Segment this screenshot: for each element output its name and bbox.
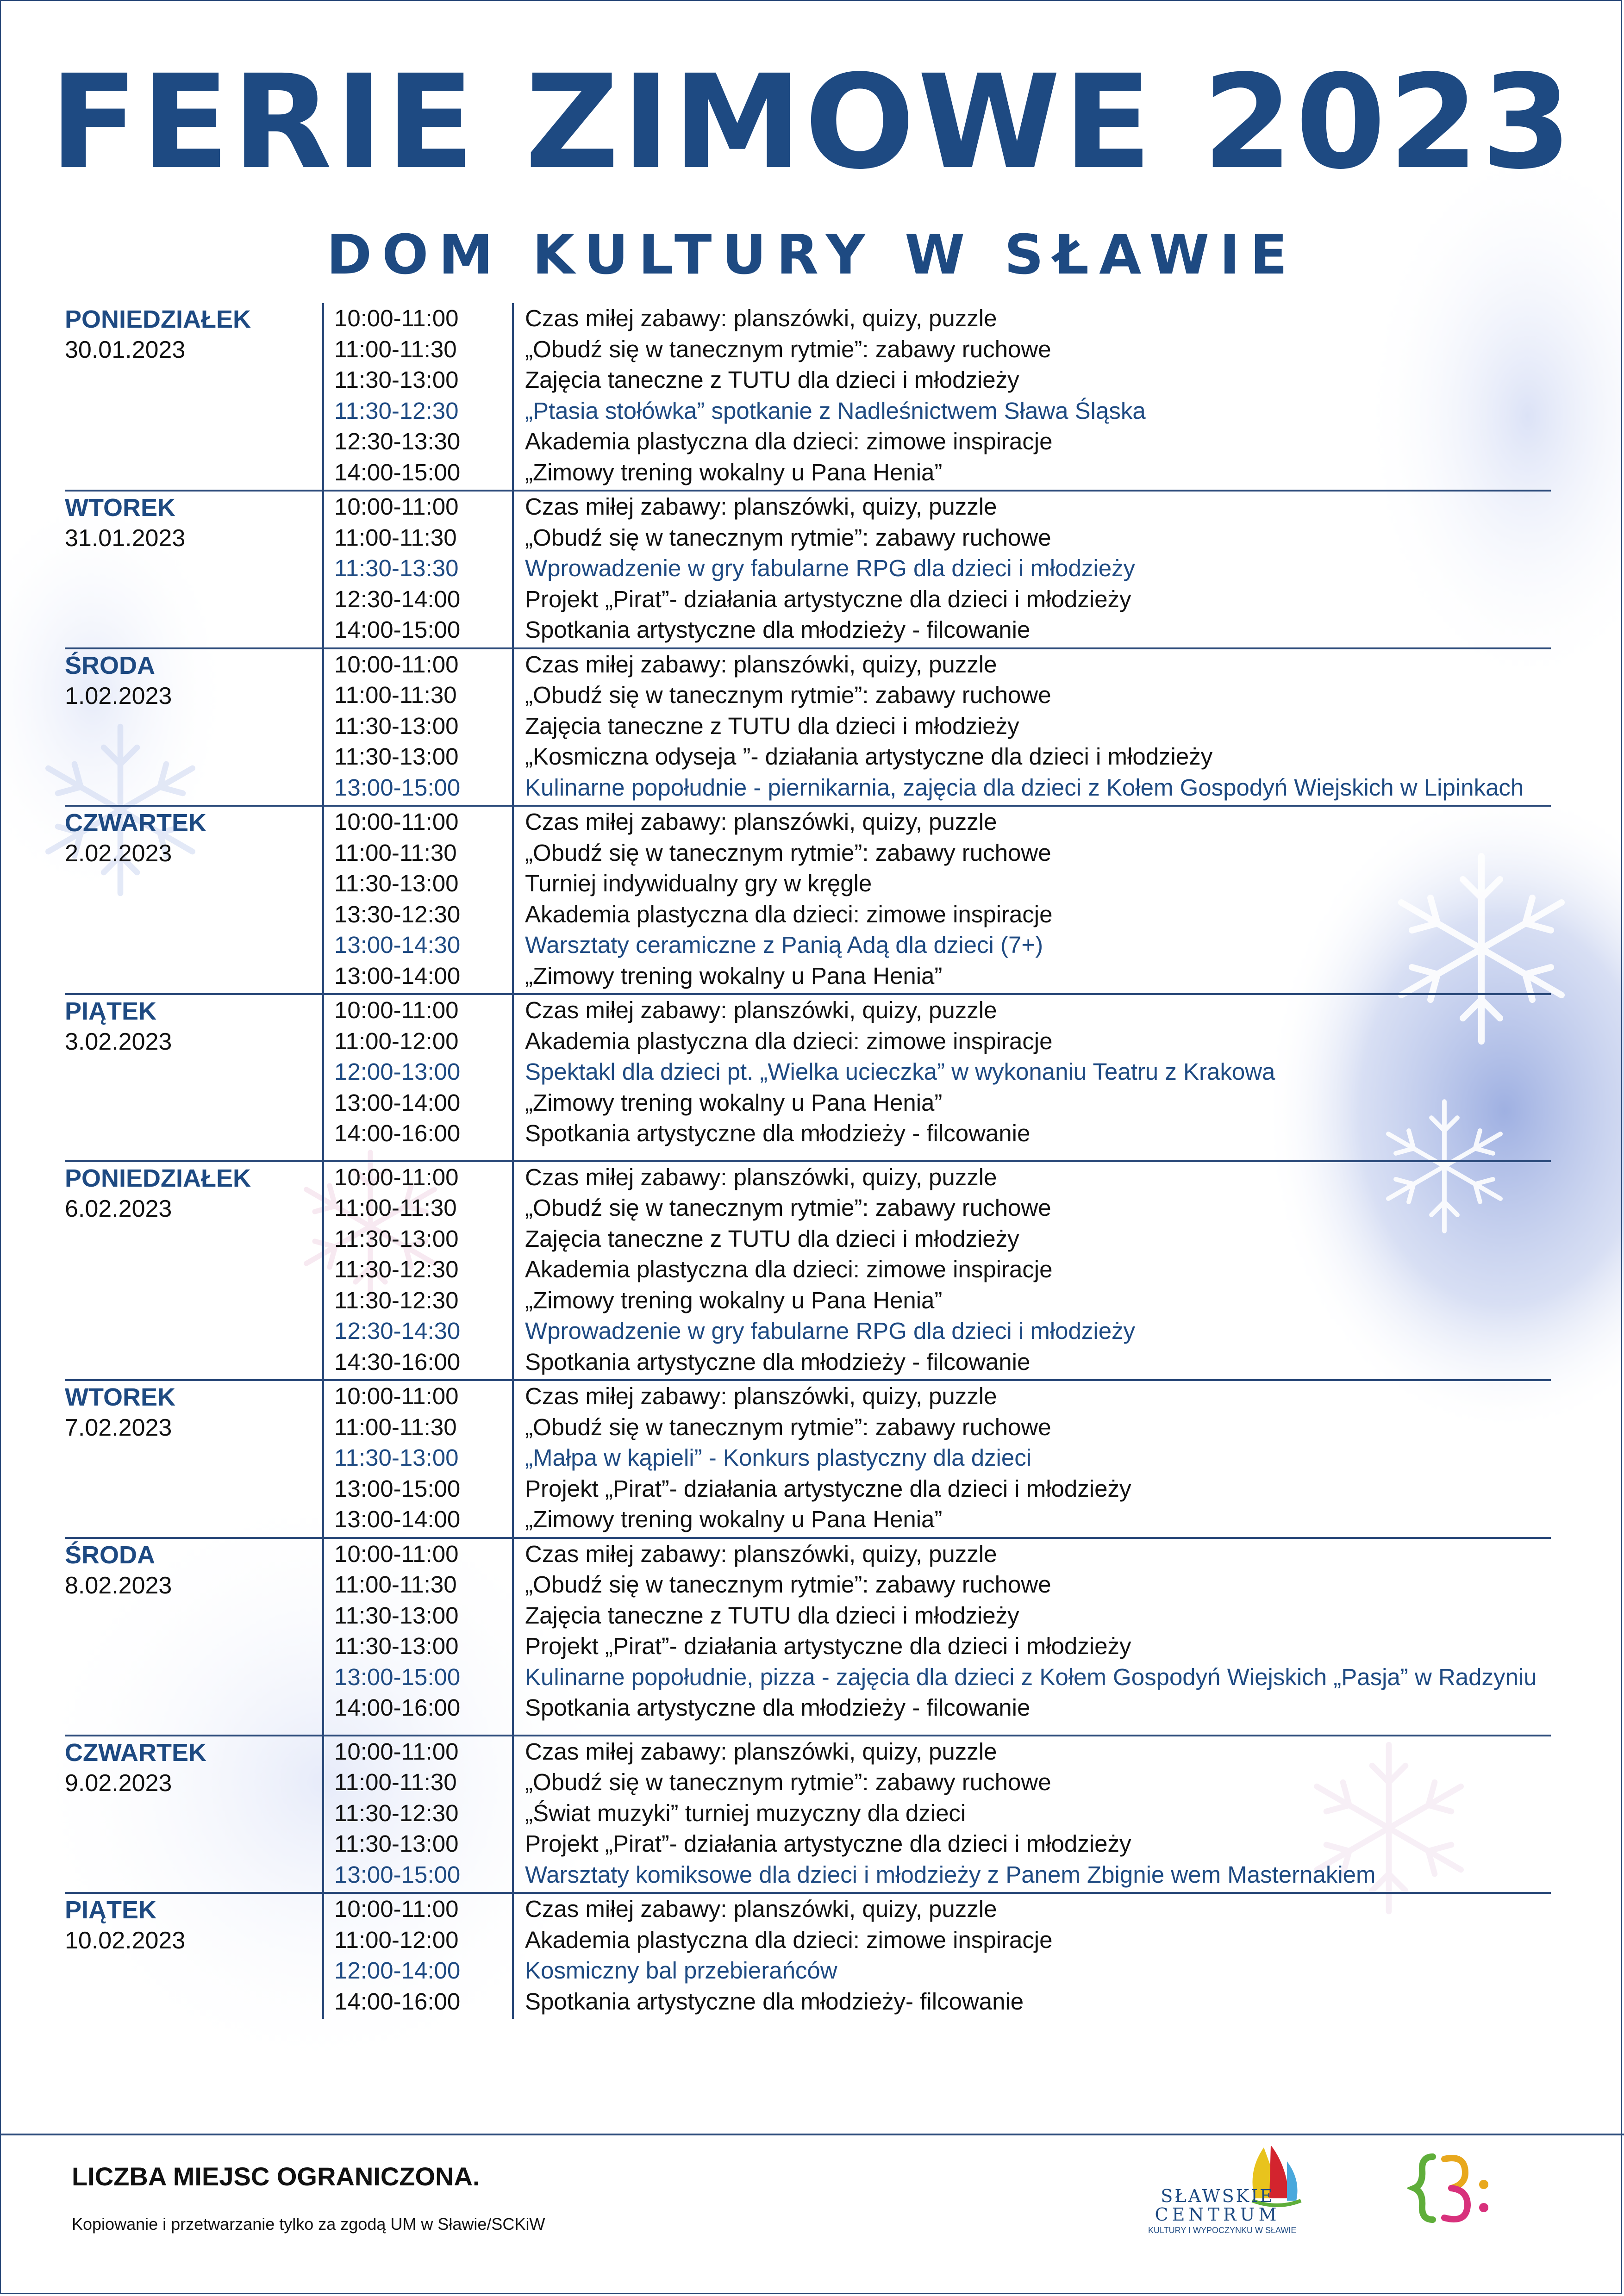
activity-description: Projekt „Pirat”- działania artystyczne dla dzieci i młodzieży xyxy=(525,585,1131,612)
activity-row xyxy=(334,615,1551,646)
activity-time: 14:00-15:00 xyxy=(334,459,461,485)
activity-description: Czas miłej zabawy: planszówki, quizy, puzzle xyxy=(525,1540,997,1567)
activity-description: Zajęcia taneczne z TUTU dla dzieci i młodzieży xyxy=(525,1225,1019,1252)
activity-list xyxy=(65,1381,1551,1535)
activity-row xyxy=(334,1736,1551,1767)
column-divider xyxy=(512,807,514,993)
day-name: CZWARTEK xyxy=(65,809,206,837)
activity-row xyxy=(334,523,1551,554)
day-block xyxy=(65,1539,1551,1736)
activity-time: 11:30-12:30 xyxy=(334,397,459,424)
activity-time: 10:00-11:00 xyxy=(334,305,459,331)
column-divider xyxy=(512,995,514,1160)
activity-list xyxy=(65,807,1551,991)
activity-description: „Obudź się w tanecznym rytmie”: zabawy ruchowe xyxy=(525,336,1051,362)
activity-time: 12:30-14:30 xyxy=(334,1318,461,1344)
day-block xyxy=(65,995,1551,1162)
activity-list xyxy=(65,1162,1551,1378)
activity-description: „Obudź się w tanecznym rytmie”: zabawy ruchowe xyxy=(525,1413,1051,1440)
activity-row xyxy=(334,868,1551,899)
column-divider xyxy=(322,1539,324,1735)
day-block xyxy=(65,303,1551,492)
activity-time: 10:00-11:00 xyxy=(334,1540,459,1567)
activity-time: 11:00-11:30 xyxy=(334,1413,457,1440)
column-divider xyxy=(512,1736,514,1892)
column-divider xyxy=(322,995,324,1160)
activity-time: 13:00-14:00 xyxy=(334,1506,461,1532)
activity-description: „Obudź się w tanecznym rytmie”: zabawy ruchowe xyxy=(525,682,1051,708)
column-divider xyxy=(512,1162,514,1380)
activity-description: Spotkania artystyczne dla młodzieży- filcowanie xyxy=(525,1988,1024,2015)
activity-time: 13:00-15:00 xyxy=(334,1475,461,1502)
activity-row xyxy=(334,584,1551,615)
activity-row xyxy=(334,1118,1551,1149)
activity-description: Spotkania artystyczne dla młodzieży - filcowanie xyxy=(525,1348,1031,1375)
activity-row xyxy=(334,930,1551,961)
activity-row xyxy=(334,807,1551,838)
activity-description: Spotkania artystyczne dla młodzieży - filcowanie xyxy=(525,1120,1031,1146)
activity-description: „Obudź się w tanecznym rytmie”: zabawy ruchowe xyxy=(525,1195,1051,1221)
activity-row xyxy=(334,396,1551,427)
activity-description: Zajęcia taneczne z TUTU dla dzieci i młodzieży xyxy=(525,367,1019,393)
logo-text-line3: KULTURY I WYPOCZYNKU W SŁAWIE xyxy=(1148,2226,1297,2235)
activity-description: Czas miłej zabawy: planszówki, quizy, puzzle xyxy=(525,1896,997,1922)
activity-row xyxy=(334,741,1551,772)
activity-description: Spotkania artystyczne dla młodzieży - filcowanie xyxy=(525,616,1031,643)
activity-time: 11:30-13:30 xyxy=(334,555,459,581)
day-date: 1.02.2023 xyxy=(65,682,172,709)
activity-time: 11:30-13:00 xyxy=(334,1633,459,1659)
page-title: FERIE ZIMOWE 2023 xyxy=(50,47,1574,198)
activity-list xyxy=(65,1894,1551,2017)
activity-row xyxy=(334,1986,1551,2017)
activity-description: Czas miłej zabawy: planszówki, quizy, puzzle xyxy=(525,305,997,331)
activity-description: Spektakl dla dzieci pt. „Wielka ucieczka” w wykonaniu Teatru z Krakowa xyxy=(525,1058,1275,1085)
activity-row xyxy=(334,680,1551,711)
activity-time: 11:30-12:30 xyxy=(334,1287,459,1313)
column-divider xyxy=(512,1381,514,1537)
day-date: 10.02.2023 xyxy=(65,1927,186,1954)
activity-time: 12:30-14:00 xyxy=(334,585,461,612)
day-name: PIĄTEK xyxy=(65,1896,157,1924)
activity-row xyxy=(334,838,1551,869)
activity-time: 11:00-11:30 xyxy=(334,1571,457,1598)
activity-description: „Ptasia stołówka” spotkanie z Nadleśnictwem Sława Śląska xyxy=(525,397,1146,424)
activity-time: 11:30-12:30 xyxy=(334,1256,459,1282)
activity-time: 11:30-13:00 xyxy=(334,367,459,393)
activity-row xyxy=(334,772,1551,803)
activity-time: 10:00-11:00 xyxy=(334,1383,459,1409)
slawskie-centrum-logo xyxy=(1148,2143,1343,2240)
activity-row xyxy=(334,1767,1551,1798)
activity-row xyxy=(334,1088,1551,1119)
activity-description: „Małpa w kąpieli” - Konkurs plastyczny dla dzieci xyxy=(525,1444,1032,1471)
column-divider xyxy=(322,1894,324,2019)
activity-row xyxy=(334,1569,1551,1600)
activity-row xyxy=(334,457,1551,488)
activity-time: 11:00-11:30 xyxy=(334,1195,457,1221)
activity-row xyxy=(334,1057,1551,1088)
activity-row xyxy=(334,649,1551,680)
activity-description: Turniej indywidualny gry w kręgle xyxy=(525,870,872,896)
activity-time: 14:00-15:00 xyxy=(334,616,461,643)
activity-time: 10:00-11:00 xyxy=(334,997,459,1023)
day-name: ŚRODA xyxy=(65,651,156,679)
activity-row xyxy=(334,899,1551,930)
activity-time: 11:00-11:30 xyxy=(334,682,457,708)
activity-description: Czas miłej zabawy: planszówki, quizy, puzzle xyxy=(525,651,997,678)
activity-list xyxy=(65,492,1551,646)
day-block xyxy=(65,807,1551,995)
activity-time: 10:00-11:00 xyxy=(334,1164,459,1190)
day-block xyxy=(65,492,1551,649)
day-date: 9.02.2023 xyxy=(65,1769,172,1797)
activity-time: 11:30-13:00 xyxy=(334,743,459,770)
activity-description: „Świat muzyki” turniej muzyczny dla dzieci xyxy=(525,1799,966,1826)
day-date: 6.02.2023 xyxy=(65,1195,172,1222)
activity-description: Akademia plastyczna dla dzieci: zimowe inspiracje xyxy=(525,428,1053,454)
activity-row xyxy=(334,1474,1551,1505)
activity-description: Akademia plastyczna dla dzieci: zimowe inspiracje xyxy=(525,1027,1053,1054)
day-date: 31.01.2023 xyxy=(65,525,186,552)
activity-time: 13:00-15:00 xyxy=(334,1861,461,1888)
column-divider xyxy=(322,807,324,993)
day-name: PONIEDZIAŁEK xyxy=(65,305,251,333)
activity-time: 13:30-12:30 xyxy=(334,901,461,927)
activity-row xyxy=(334,1692,1551,1724)
activity-row xyxy=(334,1860,1551,1891)
activity-description: Kulinarne popołudnie, pizza - zajęcia dla dzieci z Kołem Gospodyń Wiejskich „Pasja” w Radzyniu xyxy=(525,1663,1537,1690)
day-block xyxy=(65,649,1551,807)
activity-row xyxy=(334,426,1551,457)
column-divider xyxy=(322,492,324,647)
activity-description: „Zimowy trening wokalny u Pana Henia” xyxy=(525,459,943,485)
activity-row xyxy=(334,1285,1551,1316)
activity-row xyxy=(334,1925,1551,1956)
activity-row xyxy=(334,1894,1551,1925)
activity-row xyxy=(334,1955,1551,1986)
activity-time: 12:30-13:30 xyxy=(334,428,461,454)
column-divider xyxy=(322,1162,324,1380)
column-divider xyxy=(322,1736,324,1892)
activity-description: Kulinarne popołudnie - piernikarnia, zajęcia dla dzieci z Kołem Gospodyń Wiejskich w Lipinkach xyxy=(525,774,1524,801)
activity-time: 11:30-13:00 xyxy=(334,1444,459,1471)
activity-description: Warsztaty ceramiczne z Panią Adą dla dzieci (7+) xyxy=(525,932,1043,958)
activity-description: Wprowadzenie w gry fabularne RPG dla dzieci i młodzieży xyxy=(525,555,1136,581)
activity-time: 14:00-16:00 xyxy=(334,1694,461,1721)
activity-description: „Obudź się w tanecznym rytmie”: zabawy ruchowe xyxy=(525,1571,1051,1598)
activity-row xyxy=(334,1443,1551,1474)
logo-text-line1: SŁAWSKIE xyxy=(1161,2186,1274,2206)
activity-list xyxy=(65,1539,1551,1724)
day-date: 30.01.2023 xyxy=(65,336,186,363)
column-divider xyxy=(512,1539,514,1735)
activity-row xyxy=(334,492,1551,523)
activity-time: 10:00-11:00 xyxy=(334,493,459,520)
activity-time: 10:00-11:00 xyxy=(334,651,459,678)
activity-description: Akademia plastyczna dla dzieci: zimowe inspiracje xyxy=(525,1926,1053,1953)
activity-time: 11:00-11:30 xyxy=(334,1769,457,1795)
activity-description: „Zimowy trening wokalny u Pana Henia” xyxy=(525,1287,943,1313)
activity-row xyxy=(334,1829,1551,1860)
activity-time: 10:00-11:00 xyxy=(334,809,459,835)
day-date: 3.02.2023 xyxy=(65,1028,172,1055)
day-date: 8.02.2023 xyxy=(65,1572,172,1599)
activity-row xyxy=(334,711,1551,742)
activity-description: „Obudź się w tanecznym rytmie”: zabawy ruchowe xyxy=(525,839,1051,866)
activity-description: „Obudź się w tanecznym rytmie”: zabawy ruchowe xyxy=(525,524,1051,551)
activity-time: 13:00-14:30 xyxy=(334,932,461,958)
column-divider xyxy=(512,1894,514,2019)
activity-list xyxy=(65,303,1551,488)
activity-description: Czas miłej zabawy: planszówki, quizy, puzzle xyxy=(525,1164,997,1190)
activity-row xyxy=(334,334,1551,365)
day-name: WTOREK xyxy=(65,1383,175,1411)
activity-description: Projekt „Pirat”- działania artystyczne dla dzieci i młodzieży xyxy=(525,1633,1131,1659)
activity-row xyxy=(334,1662,1551,1693)
day-block xyxy=(65,1894,1551,2019)
activity-time: 11:00-12:00 xyxy=(334,1027,459,1054)
activity-description: „Kosmiczna odyseja ”- działania artystyczne dla dzieci i młodzieży xyxy=(525,743,1213,770)
activity-row xyxy=(334,1631,1551,1662)
activity-time: 13:00-15:00 xyxy=(334,774,461,801)
activity-description: Czas miłej zabawy: planszówki, quizy, puzzle xyxy=(525,493,997,520)
column-divider xyxy=(512,649,514,805)
day-name: WTOREK xyxy=(65,494,175,522)
activity-time: 11:00-11:30 xyxy=(334,839,457,866)
activity-time: 11:00-11:30 xyxy=(334,336,457,362)
schedule-table xyxy=(65,303,1551,2019)
activity-row xyxy=(334,995,1551,1026)
activity-time: 11:30-13:00 xyxy=(334,1225,459,1252)
activity-time: 12:00-13:00 xyxy=(334,1058,461,1085)
activity-time: 13:00-14:00 xyxy=(334,962,461,989)
activity-description: Kosmiczny bal przebierańców xyxy=(525,1957,837,1984)
column-divider xyxy=(322,649,324,805)
activity-time: 12:00-14:00 xyxy=(334,1957,461,1984)
activity-description: Akademia plastyczna dla dzieci: zimowe inspiracje xyxy=(525,901,1053,927)
activity-time: 14:30-16:00 xyxy=(334,1348,461,1375)
activity-description: Projekt „Pirat”- działania artystyczne dla dzieci i młodzieży xyxy=(525,1830,1131,1857)
activity-time: 13:00-15:00 xyxy=(334,1663,461,1690)
activity-description: Akademia plastyczna dla dzieci: zimowe inspiracje xyxy=(525,1256,1053,1282)
activity-time: 14:00-16:00 xyxy=(334,1988,461,2015)
activity-description: Warsztaty komiksowe dla dzieci i młodzieży z Panem Zbignie wem Masternakiem xyxy=(525,1861,1376,1888)
activity-row xyxy=(334,1798,1551,1829)
activity-time: 13:00-14:00 xyxy=(334,1089,461,1116)
activity-row xyxy=(334,1504,1551,1535)
brand-mark-icon xyxy=(1407,2147,1500,2231)
activity-time: 10:00-11:00 xyxy=(334,1896,459,1922)
activity-time: 14:00-16:00 xyxy=(334,1120,461,1146)
activity-row xyxy=(334,1347,1551,1378)
activity-list xyxy=(65,649,1551,803)
activity-row xyxy=(334,1026,1551,1057)
activity-time: 11:00-11:30 xyxy=(334,524,457,551)
activity-time: 11:30-12:30 xyxy=(334,1799,459,1826)
activity-row xyxy=(334,1539,1551,1570)
activity-time: 11:00-12:00 xyxy=(334,1926,459,1953)
footer-divider xyxy=(0,2134,1624,2135)
day-block xyxy=(65,1162,1551,1381)
activity-row xyxy=(334,1412,1551,1443)
activity-time: 11:30-13:00 xyxy=(334,870,459,896)
activity-description: Zajęcia taneczne z TUTU dla dzieci i młodzieży xyxy=(525,1602,1019,1629)
day-block xyxy=(65,1381,1551,1539)
activity-time: 11:30-13:00 xyxy=(334,712,459,739)
activity-description: „Obudź się w tanecznym rytmie”: zabawy ruchowe xyxy=(525,1769,1051,1795)
activity-row xyxy=(334,1224,1551,1255)
activity-description: Wprowadzenie w gry fabularne RPG dla dzieci i młodzieży xyxy=(525,1318,1136,1344)
column-divider xyxy=(512,492,514,647)
column-divider xyxy=(322,1381,324,1537)
activity-description: Czas miłej zabawy: planszówki, quizy, puzzle xyxy=(525,1383,997,1409)
activity-description: Czas miłej zabawy: planszówki, quizy, puzzle xyxy=(525,809,997,835)
activity-time: 10:00-11:00 xyxy=(334,1738,459,1765)
activity-description: „Zimowy trening wokalny u Pana Henia” xyxy=(525,1506,943,1532)
column-divider xyxy=(322,303,324,490)
day-name: CZWARTEK xyxy=(65,1738,206,1767)
day-name: PONIEDZIAŁEK xyxy=(65,1164,251,1192)
activity-row xyxy=(334,365,1551,396)
day-block xyxy=(65,1736,1551,1894)
activity-description: „Zimowy trening wokalny u Pana Henia” xyxy=(525,1089,943,1116)
activity-time: 11:30-13:00 xyxy=(334,1830,459,1857)
activity-row xyxy=(334,1162,1551,1193)
day-name: ŚRODA xyxy=(65,1541,156,1569)
brand-logo xyxy=(1407,2147,1500,2231)
page-subtitle: DOM KULTURY W SŁAWIE xyxy=(326,223,1298,286)
activity-description: Zajęcia taneczne z TUTU dla dzieci i młodzieży xyxy=(525,712,1019,739)
activity-row xyxy=(334,961,1551,992)
activity-row xyxy=(334,1600,1551,1631)
activity-row xyxy=(334,553,1551,584)
copyright-note: Kopiowanie i przetwarzanie tylko za zgodą UM w Sławie/SCKiW xyxy=(72,2215,545,2234)
day-name: PIĄTEK xyxy=(65,997,157,1025)
activity-time: 11:30-13:00 xyxy=(334,1602,459,1629)
logo-text-line2: CENTRUM xyxy=(1155,2204,1280,2225)
activity-description: Spotkania artystyczne dla młodzieży - filcowanie xyxy=(525,1694,1031,1721)
activity-row xyxy=(334,1254,1551,1285)
day-date: 2.02.2023 xyxy=(65,840,172,867)
activity-row xyxy=(334,1316,1551,1347)
day-date: 7.02.2023 xyxy=(65,1414,172,1441)
activity-row xyxy=(334,1381,1551,1412)
activity-description: Czas miłej zabawy: planszówki, quizy, puzzle xyxy=(525,997,997,1023)
activity-list xyxy=(65,995,1551,1149)
activity-description: „Zimowy trening wokalny u Pana Henia” xyxy=(525,962,943,989)
activity-description: Czas miłej zabawy: planszówki, quizy, puzzle xyxy=(525,1738,997,1765)
column-divider xyxy=(512,303,514,490)
activity-row xyxy=(334,303,1551,334)
activity-list xyxy=(65,1736,1551,1891)
limited-places-note: LICZBA MIEJSC OGRANICZONA. xyxy=(72,2162,480,2191)
activity-description: Projekt „Pirat”- działania artystyczne dla dzieci i młodzieży xyxy=(525,1475,1131,1502)
activity-row xyxy=(334,1193,1551,1224)
